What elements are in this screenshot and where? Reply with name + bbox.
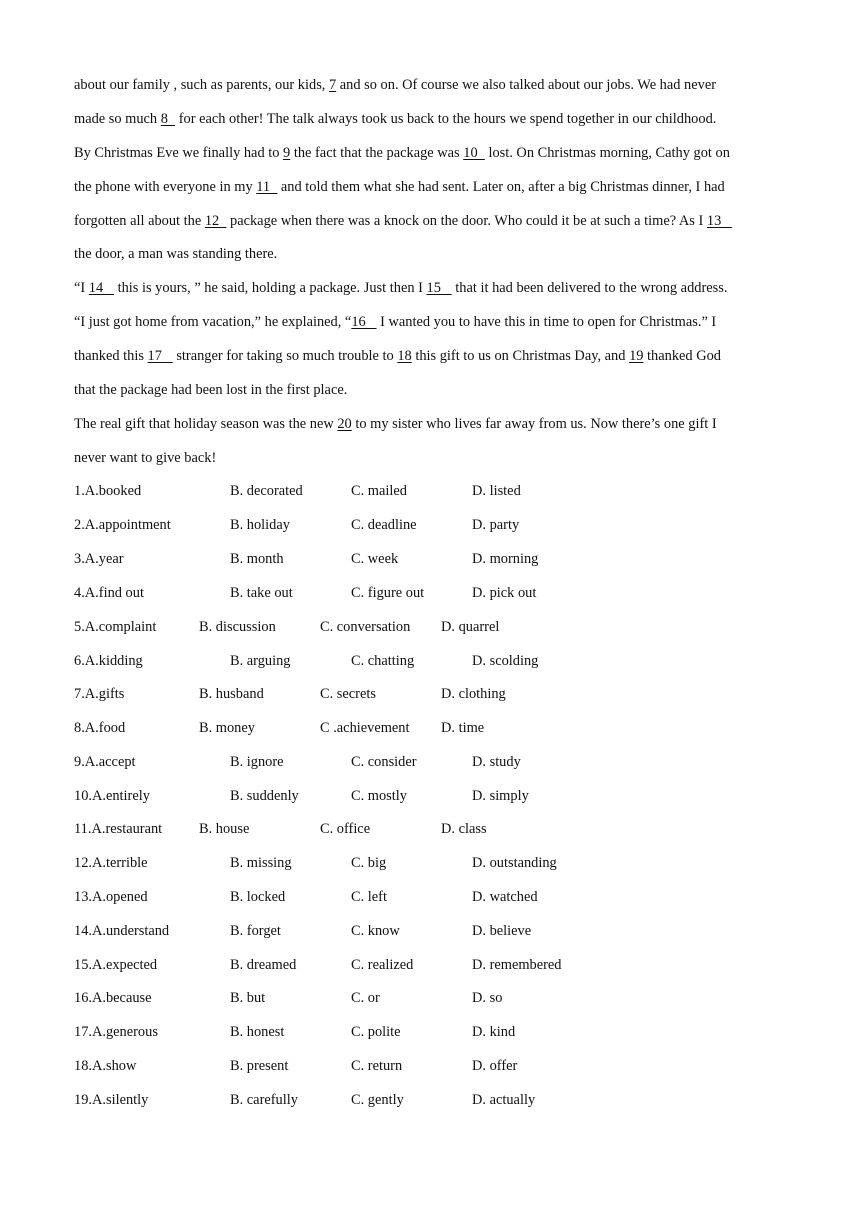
option-c: C. left bbox=[351, 889, 387, 905]
option-d: D. morning bbox=[472, 551, 539, 567]
option-d: D. class bbox=[441, 821, 487, 837]
option-a: 1.A.booked bbox=[74, 483, 142, 499]
option-d: D. kind bbox=[472, 1024, 516, 1040]
question-10 bbox=[74, 787, 834, 805]
option-d: D. remembered bbox=[472, 957, 562, 973]
option-a: 2.A.appointment bbox=[74, 517, 171, 533]
option-c: C. big bbox=[351, 855, 387, 871]
option-b: B. take out bbox=[230, 585, 293, 601]
question-13 bbox=[74, 888, 834, 906]
question-3 bbox=[74, 550, 834, 568]
question-16 bbox=[74, 989, 834, 1007]
option-d: D. quarrel bbox=[441, 619, 500, 635]
question-8 bbox=[74, 719, 834, 737]
blank-18: 18 bbox=[397, 348, 412, 364]
option-d: D. party bbox=[472, 517, 520, 533]
blank-20: 20 bbox=[337, 416, 352, 432]
passage-line: never want to give back! bbox=[74, 450, 217, 466]
passage-line: The real gift that holiday season was the new 20 to my sister who lives far away from us. Now there’s one gift I bbox=[74, 416, 717, 432]
passage-line: the door, a man was standing there. bbox=[74, 246, 278, 262]
blank-13: 13 bbox=[706, 213, 733, 229]
option-b: B. forget bbox=[230, 923, 281, 939]
option-a: 4.A.find out bbox=[74, 585, 144, 601]
blank-15: 15 bbox=[426, 280, 452, 296]
option-a: 14.A.understand bbox=[74, 923, 170, 939]
option-c: C .achievement bbox=[320, 720, 410, 736]
option-d: D. scolding bbox=[472, 653, 539, 669]
option-c: C. or bbox=[351, 990, 380, 1006]
question-18 bbox=[74, 1057, 834, 1075]
option-b: B. missing bbox=[230, 855, 292, 871]
passage-line: made so much 8 for each other! The talk always took us back to the hours we spend together in our childhood. bbox=[74, 111, 717, 127]
passage-line: “I just got home from vacation,” he explained, “16 I wanted you to have this in time to open for Christmas.” I bbox=[74, 314, 717, 330]
question-17 bbox=[74, 1023, 834, 1041]
option-b: B. holiday bbox=[230, 517, 290, 533]
option-d: D. listed bbox=[472, 483, 521, 499]
option-a: 15.A.expected bbox=[74, 957, 158, 973]
option-d: D. offer bbox=[472, 1058, 518, 1074]
option-d: D. outstanding bbox=[472, 855, 557, 871]
question-19 bbox=[74, 1091, 834, 1109]
option-c: C. mostly bbox=[351, 788, 407, 804]
option-b: B. discussion bbox=[199, 619, 276, 635]
passage-line: “I 14 this is yours, ” he said, holding a package. Just then I 15 that it had been delivered to the wrong address. bbox=[74, 280, 728, 296]
option-c: C. conversation bbox=[320, 619, 411, 635]
blank-19: 19 bbox=[629, 348, 644, 364]
option-a: 18.A.show bbox=[74, 1058, 137, 1074]
blank-12: 12 bbox=[204, 213, 227, 229]
option-b: B. dreamed bbox=[230, 957, 297, 973]
option-a: 3.A.year bbox=[74, 551, 124, 567]
option-d: D. simply bbox=[472, 788, 529, 804]
passage-line: By Christmas Eve we finally had to 9 the fact that the package was 10 lost. On Christmas morning, Cathy got on bbox=[74, 145, 730, 161]
passage-line: forgotten all about the 12 package when there was a knock on the door. Who could it be at such a time? As I 13 bbox=[74, 213, 733, 229]
option-c: C. consider bbox=[351, 754, 417, 770]
passage-line: that the package had been lost in the first place. bbox=[74, 382, 348, 398]
blank-16: 16 bbox=[351, 314, 377, 330]
passage-line: thanked this 17 stranger for taking so much trouble to 18 this gift to us on Christmas Day, and 19 thanked God bbox=[74, 348, 721, 364]
option-b: B. present bbox=[230, 1058, 289, 1074]
question-12 bbox=[74, 854, 834, 872]
option-a: 6.A.kidding bbox=[74, 653, 143, 669]
question-9 bbox=[74, 753, 834, 771]
option-a: 12.A.terrible bbox=[74, 855, 148, 871]
option-a: 11.A.restaurant bbox=[74, 821, 163, 837]
option-c: C. return bbox=[351, 1058, 403, 1074]
option-b: B. husband bbox=[199, 686, 264, 702]
option-b: B. ignore bbox=[230, 754, 284, 770]
blank-14: 14 bbox=[88, 280, 114, 296]
passage-line: about our family , such as parents, our kids, 7 and so on. Of course we also talked about our jobs. We had never bbox=[74, 77, 717, 93]
blank-7: 7 bbox=[328, 77, 337, 93]
option-d: D. watched bbox=[472, 889, 538, 905]
option-c: C. office bbox=[320, 821, 371, 837]
option-c: C. realized bbox=[351, 957, 414, 973]
option-b: B. arguing bbox=[230, 653, 291, 669]
option-c: C. secrets bbox=[320, 686, 376, 702]
option-c: C. figure out bbox=[351, 585, 425, 601]
question-15 bbox=[74, 956, 834, 974]
question-7 bbox=[74, 685, 834, 703]
option-b: B. house bbox=[199, 821, 250, 837]
option-c: C. know bbox=[351, 923, 400, 939]
option-a: 17.A.generous bbox=[74, 1024, 158, 1040]
blank-11: 11 bbox=[256, 179, 278, 195]
option-c: C. gently bbox=[351, 1092, 404, 1108]
option-d: D. time bbox=[441, 720, 485, 736]
question-1 bbox=[74, 482, 834, 500]
option-b: B. but bbox=[230, 990, 266, 1006]
option-b: B. money bbox=[199, 720, 255, 736]
option-c: C. polite bbox=[351, 1024, 401, 1040]
option-b: B. decorated bbox=[230, 483, 303, 499]
question-6 bbox=[74, 652, 834, 670]
option-a: 10.A.entirely bbox=[74, 788, 150, 804]
question-2 bbox=[74, 516, 834, 534]
option-d: D. clothing bbox=[441, 686, 506, 702]
question-14 bbox=[74, 922, 834, 940]
option-d: D. actually bbox=[472, 1092, 536, 1108]
option-a: 5.A.complaint bbox=[74, 619, 157, 635]
option-c: C. week bbox=[351, 551, 399, 567]
blank-17: 17 bbox=[147, 348, 173, 364]
option-b: B. locked bbox=[230, 889, 286, 905]
option-b: B. honest bbox=[230, 1024, 285, 1040]
blank-10: 10 bbox=[463, 145, 485, 161]
option-b: B. carefully bbox=[230, 1092, 298, 1108]
blank-8: 8 bbox=[160, 111, 176, 127]
question-5 bbox=[74, 618, 834, 636]
option-d: D. believe bbox=[472, 923, 532, 939]
option-d: D. pick out bbox=[472, 585, 537, 601]
option-a: 16.A.because bbox=[74, 990, 152, 1006]
option-c: C. chatting bbox=[351, 653, 415, 669]
option-c: C. mailed bbox=[351, 483, 407, 499]
option-b: B. suddenly bbox=[230, 788, 299, 804]
option-a: 19.A.silently bbox=[74, 1092, 149, 1108]
option-a: 7.A.gifts bbox=[74, 686, 125, 702]
option-a: 13.A.opened bbox=[74, 889, 148, 905]
option-a: 8.A.food bbox=[74, 720, 126, 736]
blank-9: 9 bbox=[283, 145, 291, 161]
option-d: D. so bbox=[472, 990, 503, 1006]
passage-line: the phone with everyone in my 11 and told them what she had sent. Later on, after a big Christmas dinner, I had bbox=[74, 179, 725, 195]
question-4 bbox=[74, 584, 834, 602]
option-b: B. month bbox=[230, 551, 284, 567]
option-c: C. deadline bbox=[351, 517, 417, 533]
option-a: 9.A.accept bbox=[74, 754, 136, 770]
question-11 bbox=[74, 820, 834, 838]
option-d: D. study bbox=[472, 754, 521, 770]
